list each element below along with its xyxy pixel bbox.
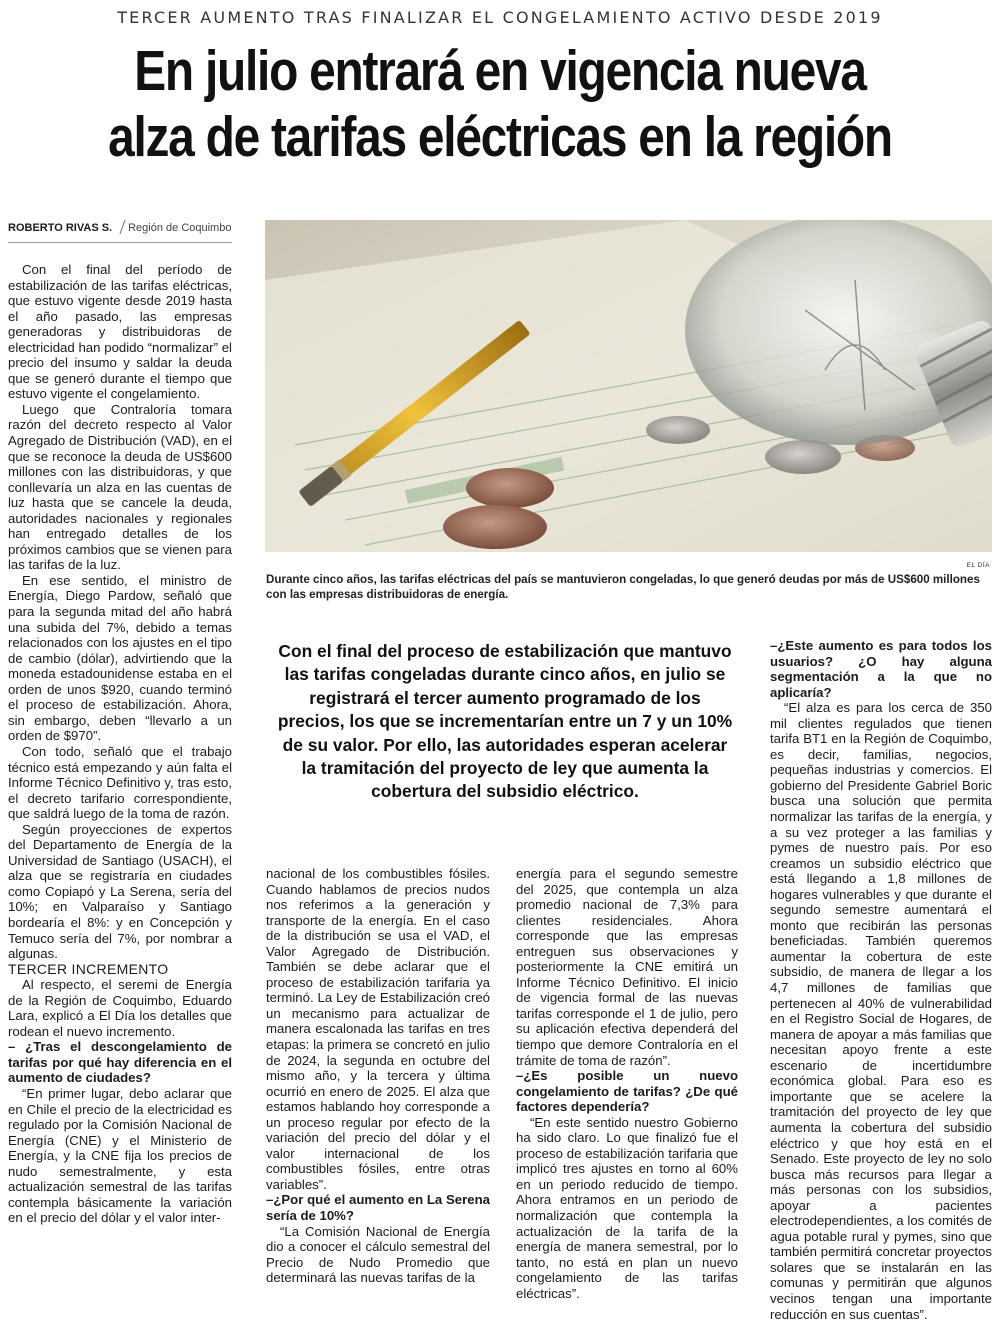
paragraph: Según proyecciones de expertos del Departamento de Energía de la Universidad de Santiago (USACH), el alza que se registraría en ciudades como Copiapó y La Serena, sería del 10%; en Valparaíso y Santiago bordearía el 8%: y en Concepción y Temuco sería del 7%, por nombrar a algunas.: [8, 821, 232, 962]
photo-illustration: [265, 220, 992, 552]
paragraph: “La Comisión Nacional de Energía dio a conocer el cálculo semestral del Precio de Nudo Promedio que determinará las nuevas tarifas de la: [266, 1223, 490, 1286]
kicker: TERCER AUMENTO TRAS FINALIZAR EL CONGELAMIENTO ACTIVO DESDE 2019: [117, 8, 883, 27]
article-column-3: [516, 866, 738, 1301]
byline-rule: [8, 242, 232, 243]
paragraph: Con el final del período de estabilización de las tarifas eléctricas, que estuvo vigente desde 2019 hasta el año pasado, las empresas generadoras y distribuidoras de electricidad han podido “normalizar” el precio del insumo y saldar la deuda que se generó durante el tiempo que estuvo vigente el congelamiento.: [8, 262, 232, 402]
headline-line-2: alza de tarifas eléctricas en la región: [108, 105, 892, 169]
article-column-2: [266, 866, 490, 1286]
interview-question: – ¿Tras el descongelamiento de tarifas por qué hay diferencia en el aumento de ciudades?: [8, 1039, 232, 1086]
byline-location: Región de Coquimbo: [128, 222, 232, 234]
interview-question: –¿Es posible un nuevo congelamiento de tarifas? ¿De qué factores dependería?: [516, 1068, 738, 1115]
photo-credit: EL DÍA: [966, 562, 990, 569]
paragraph: “En primer lugar, debo aclarar que en Chile el precio de la electricidad es regulado por la Comisión Nacional de Energía (CNE) y el Ministerio de Energía, y la CNE fija los precios de nudo semestralmente, y esta actualización semestral de las tarifas contempla básicamente la variación en el precio del dólar y el valor inter-: [8, 1085, 232, 1226]
paragraph: Con todo, señaló que el trabajo técnico está empezando y aún falta el Informe Técnico Definitivo y, tras esto, el decreto tarifario correspondiente, que saldrá luego de la toma de razón.: [8, 743, 232, 822]
paragraph: Luego que Contraloría tomara razón del decreto respecto al Valor Agregado de Distribución (VAD), en el que se reconoce la deuda de US$600 millones con las distribuidoras, y que conllevaría un alza en las cuentas de luz hasta que se cancele la deuda, autoridades nacionales y regionales han entregado detalles de los próximos cambios que se vienen para las tarifas de la luz.: [8, 401, 232, 573]
byline-author: ROBERTO RIVAS S.: [8, 222, 113, 234]
article-column-1: [8, 262, 232, 1226]
photo-caption: Durante cinco años, las tarifas eléctricas del país se mantuvieron congeladas, lo que generó deudas por más de US$600 millones con las empresas distribuidoras de energía.: [266, 573, 980, 601]
headline-line-1: En julio entrará en vigencia nueva: [134, 39, 866, 103]
paragraph: nacional de los combustibles fósiles. Cuando hablamos de precios nudos nos referimos a la generación y transporte de la energía. En el caso de la distribución se usa el VAD, el Valor Agregado de Distribución. También se debe aclarar que el proceso de estabilización tarifaria ya terminó. La Ley de Estabilización creó un mecanismo para actualizar de manera escalonada las tarifas en tres etapas: la primera se concretó en julio de 2024, la segunda en octubre del mismo año, y la tercera y última ocurrió en enero de 2025. El alza que estamos hablando hoy corresponde a un proceso regular por efecto de la variación del precio del dólar y el valor internacional de los combustibles fósiles, entre otras variables”.: [266, 866, 490, 1192]
paragraph: “En este sentido nuestro Gobierno ha sido claro. Lo que finalizó fue el proceso de estabilización tarifaria que implicó tres ajustes en torno al 60% en un periodo reducido de tiempo. Ahora entramos en un periodo de normalización que contempla la actualización de la tarifa de la energía de manera semestral, por lo tanto, no está en plan un nuevo congelamiento de las tarifas eléctricas”.: [516, 1114, 738, 1301]
paragraph: energía para el segundo semestre del 2025, que contempla un alza promedio nacional de 7,3% para clientes residenciales. Ahora corresponde que las empresas entreguen sus observaciones y posteriormente la CNE emitirá un Informe Técnico Definitivo. El inicio de vigencia formal de las nuevas tarifas corresponde el 1 de julio, pero su aplicación efectiva dependerá del tiempo que demore Contraloría en el trámite de toma de razón”.: [516, 866, 738, 1068]
interview-question: –¿Por qué el aumento en La Serena sería de 10%?: [266, 1192, 490, 1224]
paragraph: “El alza es para los cerca de 350 mil clientes regulados que tienen tarifa BT1 en la Región de Coquimbo, es decir, familias, negocios, pequeñas industrias y comercios. El gobierno del Presidente Gabriel Boric busca una solución que permita normalizar las tarifas de la energía, y a su vez proteger a las familias y pymes de nuestro país. Por eso creamos un subsidio eléctrico que está llegando a 1,8 millones de hogares vulnerables y que durante el segundo semestre aumentará el monto que recibirán las personas beneficiadas. También queremos aumentar la cobertura de este subsidio, de manera de llegar a los 4,7 millones de familias que pertenecen al 40% de vulnerabilidad en el Registro Social de Hogares, de manera de apoyar a más familias que necesitan apoyo frente a este escenario de incertidumbre económica global. Para eso es importante que se acelere la tramitación del proyecto de ley que aumenta la cobertura del subsidio eléctrico y que hoy está en el Senado. Este proyecto de ley no solo busca más recursos para llegar a más personas con los subsidios, apoyar a pacientes electrodependientes, a los comités de agua potable rural y pymes, sino que también permitirá concretar proyectos solares que se instalarán en las comunas y permitirán que algunos vecinos tengan una importante reducción en sus cuentas”.: [770, 700, 992, 1322]
paragraph: Al respecto, el seremi de Energía de la Región de Coquimbo, Eduardo Lara, explicó a El Día los detalles que rodean el nuevo incremento.: [8, 977, 232, 1039]
interview-question: –¿Este aumento es para todos los usuarios? ¿O hay alguna segmentación a la que no aplicaría?: [770, 638, 992, 700]
byline: [8, 220, 232, 234]
byline-separator: [120, 220, 126, 234]
article-column-4: [770, 638, 992, 1322]
lightbulb-coins-photo: [265, 220, 992, 552]
lead-paragraph: Con el final del proceso de estabilización que mantuvo las tarifas congeladas durante cinco años, en julio se registrará el tercer aumento programado de los precios, los que se incrementarían entre un 7 y un 10% de su valor. Por ello, las autoridades esperan acelerar la tramitación del proyecto de ley que aumenta la cobertura del subsidio eléctrico.: [277, 641, 733, 802]
paragraph: En ese sentido, el ministro de Energía, Diego Pardow, señaló que para la segunda mitad del año habrá una subida del 7%, debido a temas relacionados con los ajustes en el tipo de cambio (dólar), advirtiendo que la moneda estadounidense estaba en el orden de unos $920, cuando terminó el proceso de estabilización. Ahora, sin embargo, deben “llevarlo a un orden de $970”.: [8, 572, 232, 744]
headline: [80, 38, 920, 170]
section-subhead: TERCER INCREMENTO: [8, 960, 169, 977]
